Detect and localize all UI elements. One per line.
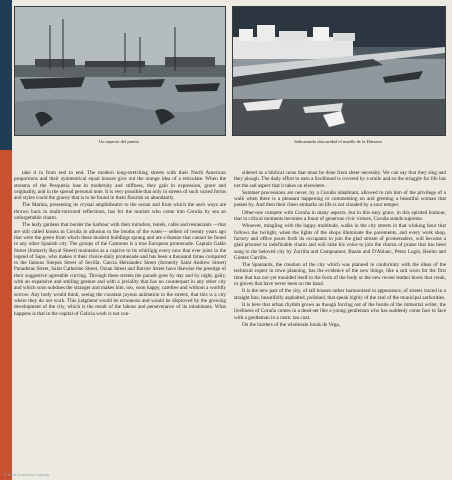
body-paragraph: Other-one compete with Coruña in many aspects, but in this easy grace, in this spirited humour, that in critical moments becomes a fount of generous civic virtues, Coruña stands supreme.	[234, 209, 446, 223]
copyright-footer: © Real Academia Galega	[4, 472, 49, 477]
body-paragraph: take it in from end to end. The modern long-stretching streets with their North American proportions and their symmetrical equal houses give out the orange idea of a reticulate. When the streams of the Pesquería lose in modernity and stiffness, they gain in expression, grace and originality, and in the spread personal note. It is very possible that only in streets of such varied forms and styles could the gracey that is to be found in them flourish so abundantly.	[14, 170, 226, 202]
red-binding-strip	[0, 150, 12, 480]
body-paragraph: sidered as a biblical curse that must be done from sheer necessity. We can say that they sing and they plough. The daily effort to earn a livelihood is covered by a smile and so the struggle for life has not the sad aspect that it takes on elsewhere.	[234, 170, 446, 189]
body-paragraph: The Spaniards, the creation of the city which was planned in conformity with the ideas of the technical expert in town planning, has the evidence of the new things, like a suit worn for the first time that has not yet moulded itself to the form of the body or the new recent leather boots that creak, or gloves that have never been on the hand.	[234, 262, 446, 288]
harbour-photo-illustration	[15, 7, 225, 135]
harbour-photo	[14, 6, 226, 136]
body-paragraph: The leafy gardens that border the harbour with their miradors, hotels, cafés and restaurants —that are still called kiosks in Coruña in allusion to the booths of the water— sellers of twenty years ago that were the green from which these modern buildings sprang and are a feature that cannot be found in any other Spanish city. The groups of the Cantones is a true European promenade. Captain Galán Street (formerly Royal Street) maintains as a captive to its whirligig every now that ever joins in the legend of Sapo, who makes it their choice-daily promenade and has been a thousand times compared to the famous Sierpes Street of Sevilla. García Hernández Street (formerly Saint Andrew Street) Panaderas Street, Saint Catherine Street, Orzan Street and Barrier Street have likewise the prestige of their suggestive agreeable curving. Through these streets the parade goes by day and by night, gaily, with an expansive and smiling gesture and with a joviality that has no counterpart in any other city and which soon subdues the stranger and makes him, too, soon happy, carefree and without a worldly sorrow. Any body would think, seeing the constant joyous animation in the streets, that this is a city where they do not work. This judgment would be erroneous and would be disproved by the growing development of the city, which is the result of the labour and perseverance of its inhabitants. What happens is that in the capital of Galicia work is not con-	[14, 222, 226, 317]
darsena-quay-photo	[232, 6, 446, 136]
body-paragraph: It is the new part of the city, of tall houses rather harmonized in appearance, of streets traced in a straight line, beautifully asphalted, polished, that speak highly of the zeal of the municipal authorities.	[234, 288, 446, 301]
harbour-photo-caption: Un aspecto del puerto	[98, 139, 140, 144]
darsena-quay-photo-caption: Saboreando obscuridad el muelle de la Dársena	[294, 139, 382, 144]
body-paragraph: On the borders of the wholesale Jonás de Vega,	[242, 321, 341, 328]
body-paragraph: Summer processions are never, by a Coruña inhabitant, allowed to rob him of the privilege of a walk when there is a pleasant happening or commenting on and greeting a beautiful woman that passes by. And then their cheer embarks on life is not clouded by a sour temper.	[234, 189, 446, 209]
darsena-quay-photo-illustration	[233, 7, 445, 135]
body-paragraph: The Marina, presenting its crystal amphitheatre to the ocean and from which the sea's ways are thrown back in multi-mirrored reflections, has for the tourists who come into Coruña by sea an unforgettable charm.	[14, 202, 226, 222]
left-text-column	[14, 170, 226, 318]
body-paragraph: It is here that urban rhythm grows as though forcing out of the bustle of the immortal writer, the liveliness of Coruña comes in a dead-set like a young gentleman who has suddenly come face to face with a gentleman in a rustic tan coat.	[234, 301, 446, 321]
right-text-column	[234, 170, 446, 329]
body-paragraph: Whoever, mingling with the happy multitude, walks in the city streets in that winking hour that follows the twilight, when the lights of the shops illuminate the pavements, and every work shop, factory and office pours forth its occupants to join the glad stream of promenaders, will become a glad prisoner to indefinable charm and will raise his voice to join the chorus of praise that has been sung to the beloved city by Zorrilla and Campoamor, Bazán and D'Ablanc, Pérez Lugín, Benito and Gómez Carrillo.	[234, 223, 446, 261]
